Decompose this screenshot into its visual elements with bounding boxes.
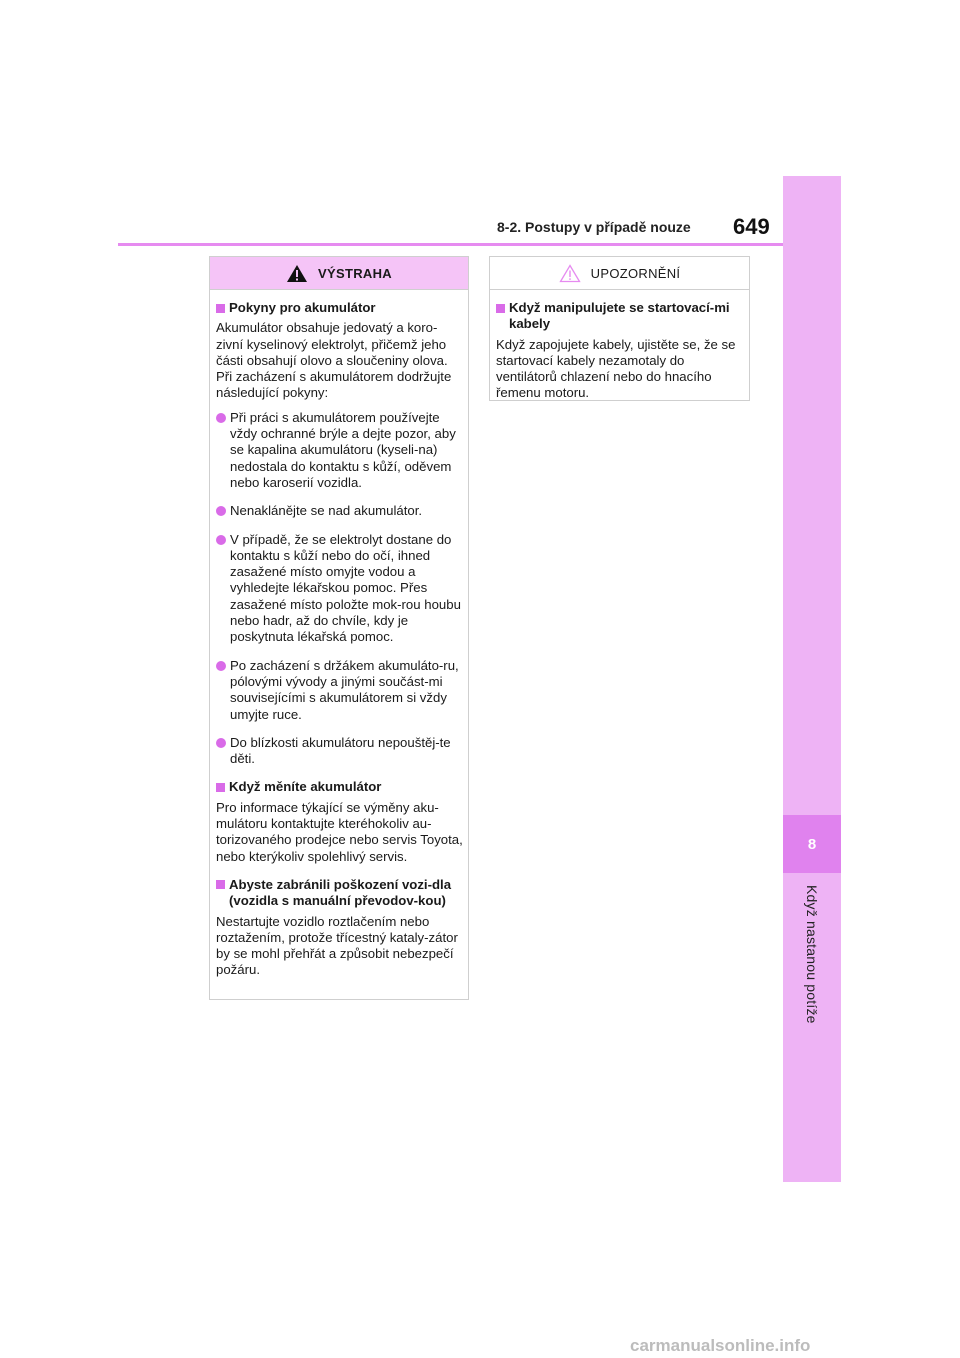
square-bullet-icon xyxy=(496,304,505,313)
warning-section-replace-battery-text: Pro informace týkající se výměny aku-mulátoru kontaktujte kteréhokoliv au-torizovaného prodejce nebo servis Toyota, nebo kterýkoliv spolehlivý servis. xyxy=(216,799,463,864)
list-item: Do blízkosti akumulátoru nepouštěj-te děti. xyxy=(216,735,463,768)
warning-triangle-filled-icon xyxy=(286,264,308,283)
list-item: Při práci s akumulátorem používejte vždy ochranné brýle a dejte pozor, aby se kapalina akumulátoru (kyseli-na) nedostala do kontaktu s kůží, oděvem nebo karoserií vozidla. xyxy=(216,410,463,491)
square-bullet-icon xyxy=(216,880,225,889)
chapter-number-box xyxy=(783,815,841,873)
round-bullet-icon xyxy=(216,413,226,423)
caution-section-jumper-cables-text: Když zapojujete kabely, ujistěte se, že se startovací kabely nezamotaly do ventilátorů chlazení nebo do hnacího řemenu motoru. xyxy=(496,336,736,401)
caution-section-jumper-cables: Když manipulujete se startovací-mi kabely xyxy=(496,300,744,333)
header-rule xyxy=(118,243,783,246)
square-bullet-icon xyxy=(216,304,225,313)
warning-section-battery: Pokyny pro akumulátor xyxy=(216,300,463,316)
chapter-number: 8 xyxy=(807,835,817,853)
page-number: 649 xyxy=(733,214,770,239)
warning-header xyxy=(210,257,468,290)
caution-header xyxy=(490,257,749,290)
caution-content xyxy=(490,290,749,402)
warning-section-battery-text: Akumulátor obsahuje jedovatý a koro-zivní kyselinový elektrolyt, přičemž jeho části obsahují olovo a sloučeniny olova. Při zacházení s akumulátorem dodržujte následující pokyny: xyxy=(216,320,452,401)
warning-title: VÝSTRAHA xyxy=(318,265,392,281)
footer-watermark: carmanualsonline.info xyxy=(630,1336,811,1355)
caution-box xyxy=(489,256,750,401)
warning-triangle-outline-icon xyxy=(559,264,581,283)
round-bullet-icon xyxy=(216,661,226,671)
round-bullet-icon xyxy=(216,738,226,748)
chapter-title: Když nastanou potíže xyxy=(804,885,820,1024)
warning-section-prevent-damage-text: Nestartujte vozidlo roztlačením nebo roztažením, protože třícestný kataly-zátor by se mohl přehřát a způsobit nebezpečí požáru. xyxy=(216,913,458,978)
warning-box xyxy=(209,256,469,1000)
warning-section-replace-battery: Když měníte akumulátor xyxy=(216,779,463,795)
list-item: Po zacházení s držákem akumuláto-ru, pólovými vývody a jinými součást-mi souvisejícími s akumulátorem si vždy umyjte ruce. xyxy=(216,658,463,723)
warning-section-prevent-damage: Abyste zabránili poškození vozi-dla (vozidla s manuální převodov-kou) xyxy=(216,877,463,910)
round-bullet-icon xyxy=(216,535,226,545)
list-item: Nenaklánějte se nad akumulátor. xyxy=(216,503,463,519)
square-bullet-icon xyxy=(216,783,225,792)
section-header-title: 8-2. Postupy v případě nouze xyxy=(497,219,691,235)
chapter-title-vertical xyxy=(783,885,841,1045)
list-item: V případě, že se elektrolyt dostane do kontaktu s kůží nebo do očí, ihned zasažené místo omyjte vodou a vyhledejte lékařskou pomoc. Přes zasažené místo položte mok-rou houbu nebo hadr, až do chvíle, kdy je poskytnuta lékařská pomoc. xyxy=(216,532,463,646)
warning-content xyxy=(210,290,468,979)
caution-title: UPOZORNĚNÍ xyxy=(590,265,681,281)
round-bullet-icon xyxy=(216,506,226,516)
